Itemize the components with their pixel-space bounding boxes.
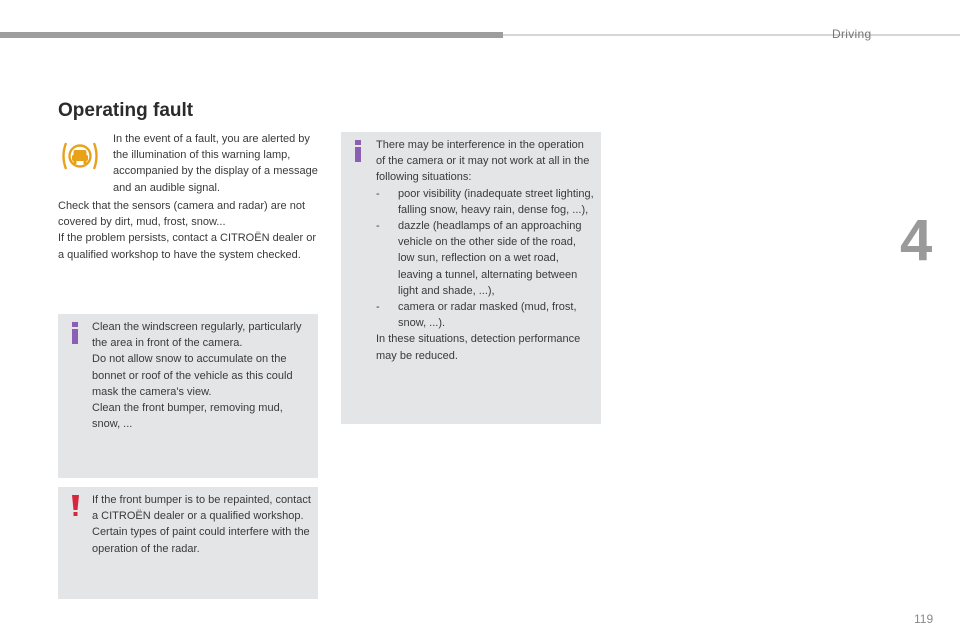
- exclamation-icon: [69, 495, 83, 517]
- interference-outro: In these situations, detection performance may be reduced.: [376, 333, 581, 362]
- section-label: Driving: [832, 27, 872, 41]
- list-dash: -: [376, 187, 380, 200]
- interference-intro: There may be interference in the operation of the camera or it may not work at all in the following situations:: [376, 139, 590, 184]
- clean-box-paragraph-3: Clean the front bumper, removing mud, snow, ...: [92, 402, 283, 431]
- list-item-text: poor visibility (inadequate street lighting, falling snow, heavy rain, dense fog, ...),: [398, 187, 594, 216]
- info-icon: [69, 322, 83, 344]
- clean-info-box: [58, 314, 318, 478]
- clean-box-paragraph-1: Clean the windscreen regularly, particularly the area in front of the camera.: [92, 321, 302, 350]
- paint-box-text: If the front bumper is to be repainted, contact a CITROËN dealer or a qualified workshop. Certain types of paint could interfere with the operation of the radar.: [92, 494, 311, 555]
- list-dash: -: [376, 301, 380, 314]
- clean-box-paragraph-2: Do not allow snow to accumulate on the bonnet or roof of the vehicle as this could mask the camera's view.: [92, 353, 293, 398]
- clean-box-text: [92, 319, 312, 432]
- chapter-number: 4: [900, 208, 933, 273]
- list-item: [376, 218, 594, 299]
- interference-info-box: [341, 132, 601, 424]
- info-icon: [352, 140, 366, 162]
- check-text-line-2: If the problem persists, contact a CITROËN dealer or a qualified workshop to have the system checked.: [58, 232, 316, 261]
- interference-situation-list: [376, 186, 594, 332]
- list-item: [376, 186, 594, 218]
- list-item: [376, 299, 594, 331]
- list-dash: -: [376, 220, 380, 233]
- intro-paragraph: In the event of a fault, you are alerted by the illumination of this warning lamp, accompanied by the display of a message and an audible signal.: [113, 133, 318, 194]
- paint-warning-box: [58, 487, 318, 599]
- check-text-line-1: Check that the sensors (camera and radar) are not covered by dirt, mud, frost, snow...: [58, 200, 306, 229]
- interference-box-text: [376, 137, 594, 364]
- page-number: 119: [914, 612, 934, 626]
- header-bar-dark: [0, 32, 503, 38]
- page-title: Operating fault: [58, 100, 194, 121]
- check-paragraph: [58, 198, 320, 263]
- header-bar-light: [503, 34, 960, 36]
- list-item-text: dazzle (headlamps of an approaching vehicle on the other side of the road, low sun, reflection on a wet road, leaving a tunnel, alternating between light and shade, ...),: [398, 220, 582, 297]
- list-item-text: camera or radar masked (mud, frost, snow, ...).: [398, 301, 577, 330]
- lane-warning-lamp-icon: [60, 140, 100, 172]
